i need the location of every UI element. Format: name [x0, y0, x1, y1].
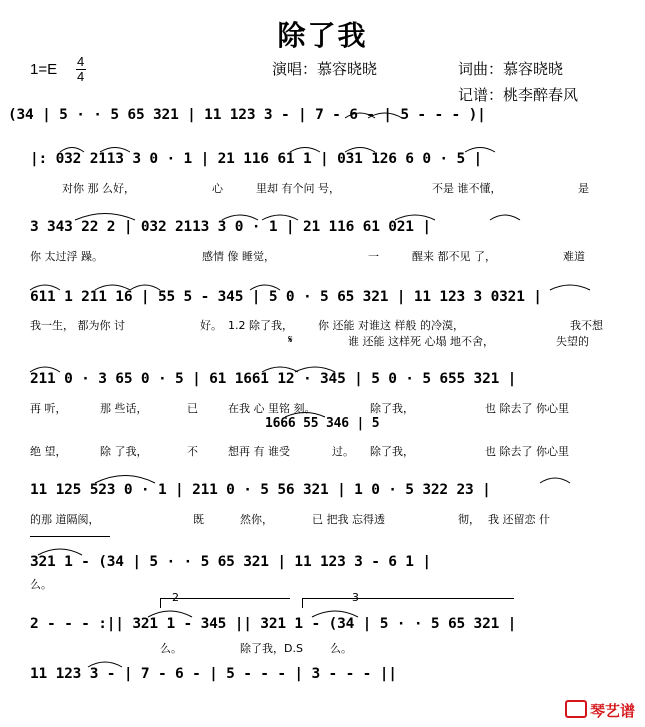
staff-7-lyrics	[0, 576, 645, 590]
slur	[490, 215, 520, 220]
song-title: 除了我	[277, 19, 368, 52]
time-signature-top: 4	[77, 54, 85, 69]
lyric: 在我 心 里铭 刻。	[228, 402, 316, 415]
composer-credit: 词曲：慕容晓晓	[458, 60, 564, 78]
lyric: 我一生， 都为你 讨	[30, 319, 125, 332]
lyric: 除了我，	[370, 445, 414, 458]
volta-2-bracket-end	[302, 598, 303, 608]
lyric: 一	[368, 250, 379, 263]
staff-2-lyrics	[0, 180, 645, 194]
lyric: 1.2 除了我，	[228, 319, 293, 332]
lyric: 好。	[200, 319, 222, 332]
logo-icon	[565, 700, 587, 718]
staff-4-lyrics-second-verse	[0, 333, 645, 347]
lyric: 醒来 都不见 了，	[412, 250, 496, 263]
lyric: 绝 望，	[30, 445, 67, 458]
lyric: 么。	[30, 578, 52, 591]
volta-2-bracket	[302, 598, 514, 599]
lyric: 你 还能 对谁这 样般 的冷漠，	[318, 319, 464, 332]
lyric: 感情 像 睡觉，	[202, 250, 275, 263]
lyric: 已	[187, 402, 198, 415]
lyric: 想再 有 谁受	[228, 445, 290, 458]
lyric: 难道	[563, 250, 585, 263]
staff-6-lyrics	[0, 511, 645, 525]
lyric: 的那 道隔阂，	[30, 513, 100, 526]
lyric: 失望的	[556, 335, 589, 348]
lyric: 我不想	[570, 319, 603, 332]
lyric: 彻，	[458, 513, 480, 526]
lyric: 心	[212, 182, 223, 195]
lyric: 么。	[330, 642, 352, 655]
lyric: 已 把我 忘得透	[312, 513, 385, 526]
lyric: 那 些话，	[100, 402, 148, 415]
staff-4-lyrics	[0, 317, 645, 331]
lyric: 既	[193, 513, 204, 526]
lyric: 也 除去了 你心里	[485, 445, 569, 458]
segno-icon: 𝄋	[288, 333, 293, 346]
lyric: 除 了我，	[100, 445, 148, 458]
staff-3-music: 3 343 22 2 | 032 2113 3 0 · 1 | 21 116 61 021 |	[30, 219, 431, 235]
slur	[540, 478, 570, 483]
staff-6-music: 11 125 523 0 · 1 | 211 0 · 5 56 321 | 1 0 · 5 322 23 |	[30, 482, 491, 498]
singer-credit: 演唱：慕容晓晓	[272, 60, 378, 78]
lyric: 然你，	[240, 513, 273, 526]
lyric: 对你 那 么好，	[62, 182, 135, 195]
staff-4-music: 611 1 211 16 | 55 5 - 345 | 5 0 · 5 65 321 | 11 123 3 0321 |	[30, 289, 542, 305]
slur	[550, 285, 590, 290]
lyric: 么。	[160, 642, 182, 655]
lyric: 不是 谁不懂，	[432, 182, 502, 195]
staff-2-music: |: 032 2113 3 0 · 1 | 21 116 61 1 | 031 126 6 0 · 5 |	[30, 151, 483, 167]
lyric: 除了我，D.S	[240, 642, 303, 655]
lyric: 过。	[332, 445, 354, 458]
lyric: 里却 有个问 号，	[256, 182, 340, 195]
volta-1-bracket-end	[160, 598, 161, 608]
staff-9-music: 11 123 3 - | 7 - 6 - | 5 - - - | 3 - - - ||	[30, 666, 397, 682]
lyric: 我 还留恋 什	[488, 513, 550, 526]
staff-5-lyrics-second-verse	[0, 443, 645, 457]
staff-8-lyrics	[0, 640, 645, 654]
time-signature-bottom: 4	[77, 69, 85, 84]
lyric: 不	[187, 445, 198, 458]
staff-1-music: (34 | 5 · · 5 65 321 | 11 123 3 - | 7 - 6 - | 5 - - - )|	[8, 107, 486, 123]
lyric: 你 太过浮 躁。	[30, 250, 103, 263]
watermark-text: 琴艺谱	[589, 702, 635, 720]
staff-5-lyrics	[0, 400, 645, 414]
transcriber-credit: 记谱：桃李醉春风	[458, 86, 579, 104]
staff-3-lyrics	[0, 248, 645, 262]
staff-5-music: 211 0 · 3 65 0 · 5 | 61 1661 12 · 345 | 5 0 · 5 655 321 |	[30, 371, 517, 387]
repeat-overline	[30, 536, 110, 537]
lyric: 除了我，	[370, 402, 414, 415]
staff-5-alt-music: 1666 55 346 | 5	[265, 416, 380, 431]
key-signature: 1=E	[30, 61, 58, 78]
lyric: 谁 还能 这样死 心塌 地不舍，	[348, 335, 494, 348]
staff-8-music: 2 - - - :|| 321 1 - 345 || 321 1 - (34 | 5 · · 5 65 321 |	[30, 616, 517, 632]
lyric: 是	[578, 182, 589, 195]
lyric: 也 除去了 你心里	[485, 402, 569, 415]
volta-1-bracket	[160, 598, 290, 599]
lyric: 再 听，	[30, 402, 67, 415]
staff-7-music: 321 1 - (34 | 5 · · 5 65 321 | 11 123 3 - 6 1 |	[30, 554, 431, 570]
watermark-logo	[565, 700, 635, 721]
